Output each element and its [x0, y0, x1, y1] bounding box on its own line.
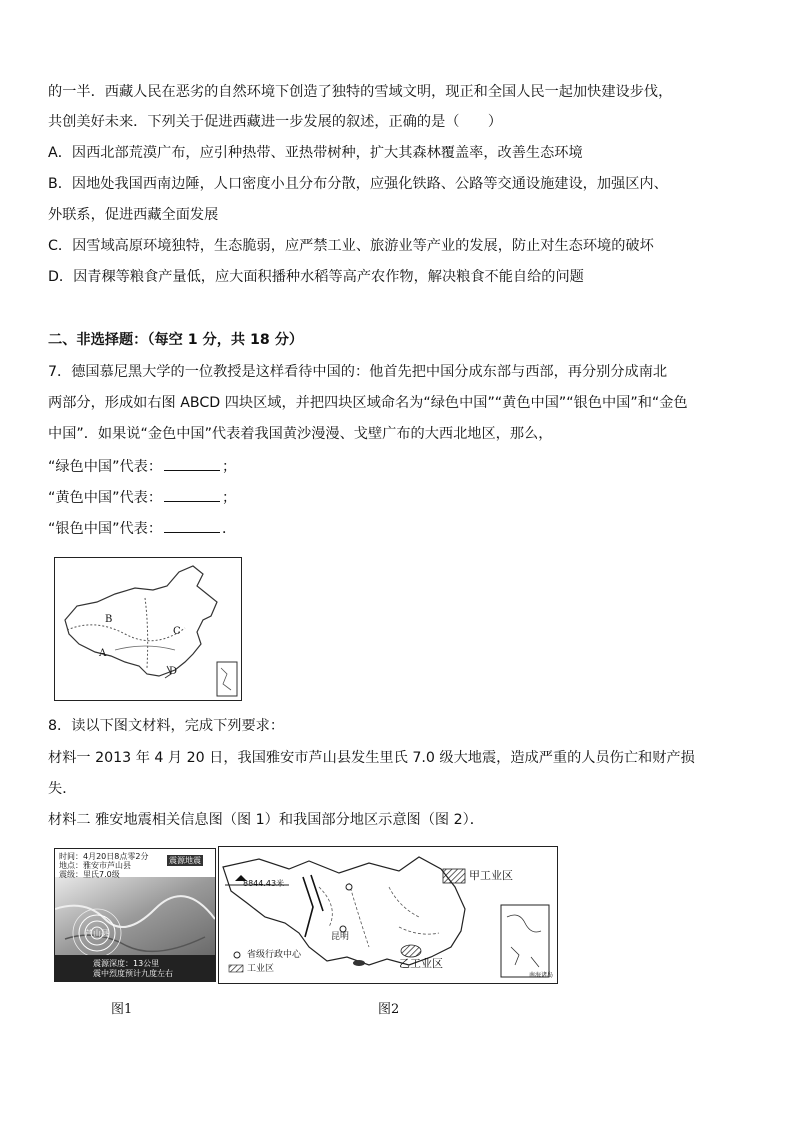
q6-option-b-line1: B．因地处我国西南边陲，人口密度小且分布分散，应强化铁路、公路等交通设施建设，加强区内、	[48, 176, 668, 192]
fig2-inset-label: 南海诸岛	[529, 972, 554, 979]
q7-line3: 中国”．如果说“金色中国”代表着我国黄沙漫漫、戈壁广布的大西北地区，那么，	[48, 426, 553, 442]
q6-option-b-line2: 外联系，促进西藏全面发展	[48, 207, 219, 223]
earthquake-info-figure	[54, 848, 216, 982]
map-label-a: A	[99, 648, 107, 659]
fig1-depth: 震源深度：13公里	[93, 959, 160, 968]
q6-line1: 的一半．西藏人民在恶劣的自然环境下创造了独特的雪域文明，现正和全国人民一起加快建设步伐，	[48, 84, 673, 100]
q7-blank-silver	[48, 518, 236, 539]
q6-option-c: C．因雪域高原环境独特，生态脆弱，应严禁工业、旅游业等产业的发展，防止对生态环境的破坏	[48, 238, 654, 254]
china-region-map	[54, 557, 242, 701]
q7-blank-silver-label: “银色中国”代表：	[48, 521, 163, 537]
answer-blank[interactable]	[164, 456, 220, 471]
figure1-caption: 图1	[111, 1002, 133, 1017]
fig2-legend-industry: 工业区	[247, 964, 275, 974]
q7-blank-green-label: “绿色中国”代表：	[48, 459, 163, 475]
fig1-place: 地点：雅安市芦山县	[59, 861, 131, 870]
q8-line1: 8．读以下图文材料，完成下列要求：	[48, 718, 285, 734]
answer-blank[interactable]	[164, 487, 220, 502]
answer-blank[interactable]	[164, 518, 220, 533]
fig2-legend-capital: 省级行政中心	[247, 950, 302, 960]
fig1-magnitude: 震级：里氏7.0级	[59, 870, 120, 879]
q8-material1-line1: 材料一 2013 年 4 月 20 日，我国雅安市芦山县发生里氏 7.0 级大地震，造成严重的人员伤亡和财产损	[48, 750, 695, 766]
fig1-time: 时间：4月20日8点零2分	[59, 852, 149, 861]
regional-map-drawing	[219, 847, 557, 983]
map-label-d: D	[169, 666, 178, 677]
q6-option-d: D．因青稞等粮食产量低，应大面积播种水稻等高产农作物，解决粮食不能自给的问题	[48, 269, 584, 285]
regional-map-figure	[218, 846, 558, 984]
fig2-peak-label: 8844.43米	[243, 879, 285, 888]
q7-line2: 两部分，形成如右图 ABCD 四块区域，并把四块区域命名为“绿色中国”“黄色中国”“银色中国”和“金色	[48, 395, 688, 411]
q7-blank-yellow	[48, 487, 236, 508]
fig2-zone-jia: 甲工业区	[469, 869, 513, 882]
fig1-intensity: 震中烈度预计九度左右	[93, 969, 173, 978]
figure2-caption: 图2	[378, 1002, 400, 1017]
q7-blank-green-end: ；	[222, 459, 237, 475]
q7-blank-silver-end: ．	[222, 521, 237, 537]
fig2-kunming-label: 昆明	[331, 932, 350, 942]
q8-material2: 材料二 雅安地震相关信息图（图 1）和我国部分地区示意图（图 2）．	[48, 812, 484, 828]
q6-option-a: A．因西北部荒漠广布，应引种热带、亚热带树种，扩大其森林覆盖率，改善生态环境	[48, 145, 583, 161]
map-label-c: C	[173, 626, 181, 637]
china-outline-drawing	[55, 558, 241, 700]
map-label-b: B	[105, 614, 113, 625]
q7-blank-yellow-end: ；	[222, 490, 237, 506]
q7-blank-green	[48, 456, 236, 477]
q8-material1-line2: 失．	[48, 781, 77, 797]
fig2-zone-yi: 乙工业区	[399, 957, 443, 970]
q7-blank-yellow-label: “黄色中国”代表：	[48, 490, 163, 506]
q7-line1: 7．德国慕尼黑大学的一位教授是这样看待中国的：他首先把中国分成东部与西部，再分别分成南北	[48, 364, 668, 380]
fig1-county: 芦山县	[85, 929, 109, 938]
q6-line2: 共创美好未来．下列关于促进西藏进一步发展的叙述，正确的是（ ）	[48, 114, 503, 130]
section-heading: 二、非选择题：（每空 1 分，共 18 分）	[48, 332, 304, 348]
fig1-badge: 震源地震	[169, 856, 201, 865]
